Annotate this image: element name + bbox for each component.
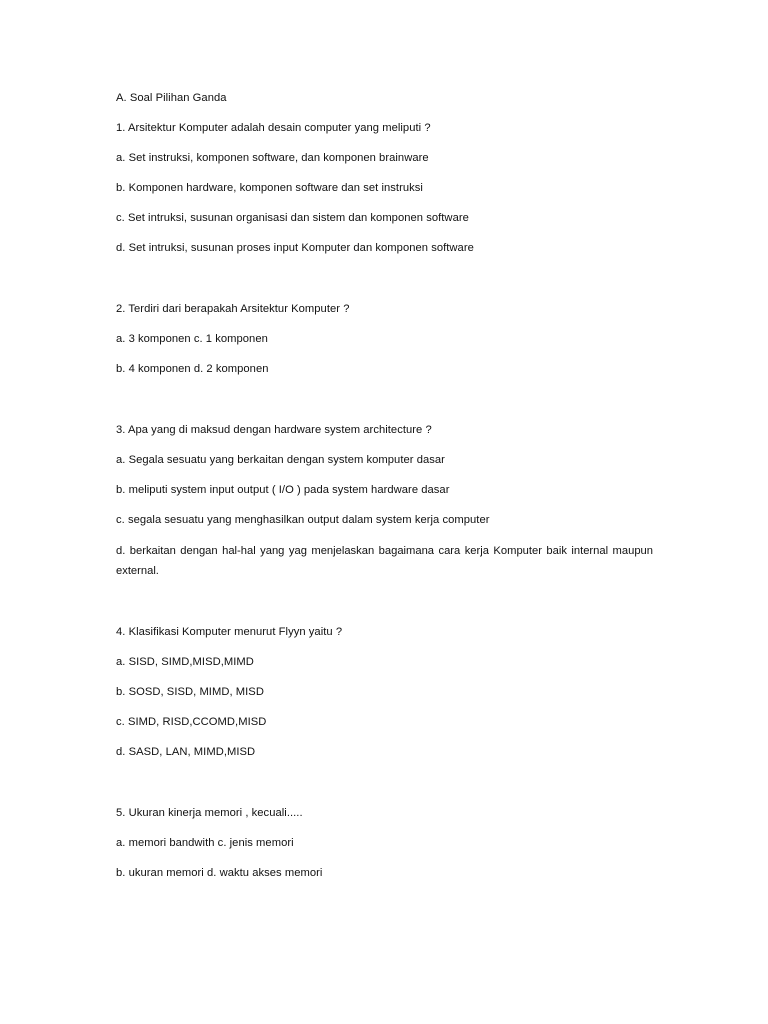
question-1-option-b: b. Komponen hardware, komponen software dan set instruksi <box>116 182 423 194</box>
question-5-option-a-c: a. memori bandwith c. jenis memori <box>116 837 294 849</box>
question-2-option-b-d: b. 4 komponen d. 2 komponen <box>116 363 269 375</box>
question-4-option-a: a. SISD, SIMD,MISD,MIMD <box>116 656 254 668</box>
question-2-option-a-c: a. 3 komponen c. 1 komponen <box>116 333 268 345</box>
question-1-option-d: d. Set intruksi, susunan proses input Komputer dan komponen software <box>116 242 474 254</box>
question-5-option-b-d: b. ukuran memori d. waktu akses memori <box>116 867 323 879</box>
question-1-option-a: a. Set instruksi, komponen software, dan komponen brainware <box>116 152 429 164</box>
question-3-option-c: c. segala sesuatu yang menghasilkan output dalam system kerja computer <box>116 514 490 526</box>
section-heading: A. Soal Pilihan Ganda <box>116 92 227 104</box>
question-3-option-b: b. meliputi system input output ( I/O ) pada system hardware dasar <box>116 484 450 496</box>
question-5: 5. Ukuran kinerja memori , kecuali..... <box>116 807 303 819</box>
question-4: 4. Klasifikasi Komputer menurut Flyyn yaitu ? <box>116 626 343 638</box>
question-3-option-a: a. Segala sesuatu yang berkaitan dengan system komputer dasar <box>116 454 445 466</box>
question-4-option-b: b. SOSD, SISD, MIMD, MISD <box>116 686 264 698</box>
question-2: 2. Terdiri dari berapakah Arsitektur Komputer ? <box>116 303 350 315</box>
question-3-option-d: d. berkaitan dengan hal-hal yang yag menjelaskan bagaimana cara kerja Komputer baik internal maupun external. <box>116 545 653 577</box>
question-3: 3. Apa yang di maksud dengan hardware system architecture ? <box>116 424 432 436</box>
question-4-option-d: d. SASD, LAN, MIMD,MISD <box>116 746 256 758</box>
question-1: 1. Arsitektur Komputer adalah desain computer yang meliputi ? <box>116 122 431 134</box>
question-4-option-c: c. SIMD, RISD,CCOMD,MISD <box>116 716 267 728</box>
question-1-option-c: c. Set intruksi, susunan organisasi dan sistem dan komponen software <box>116 212 469 224</box>
